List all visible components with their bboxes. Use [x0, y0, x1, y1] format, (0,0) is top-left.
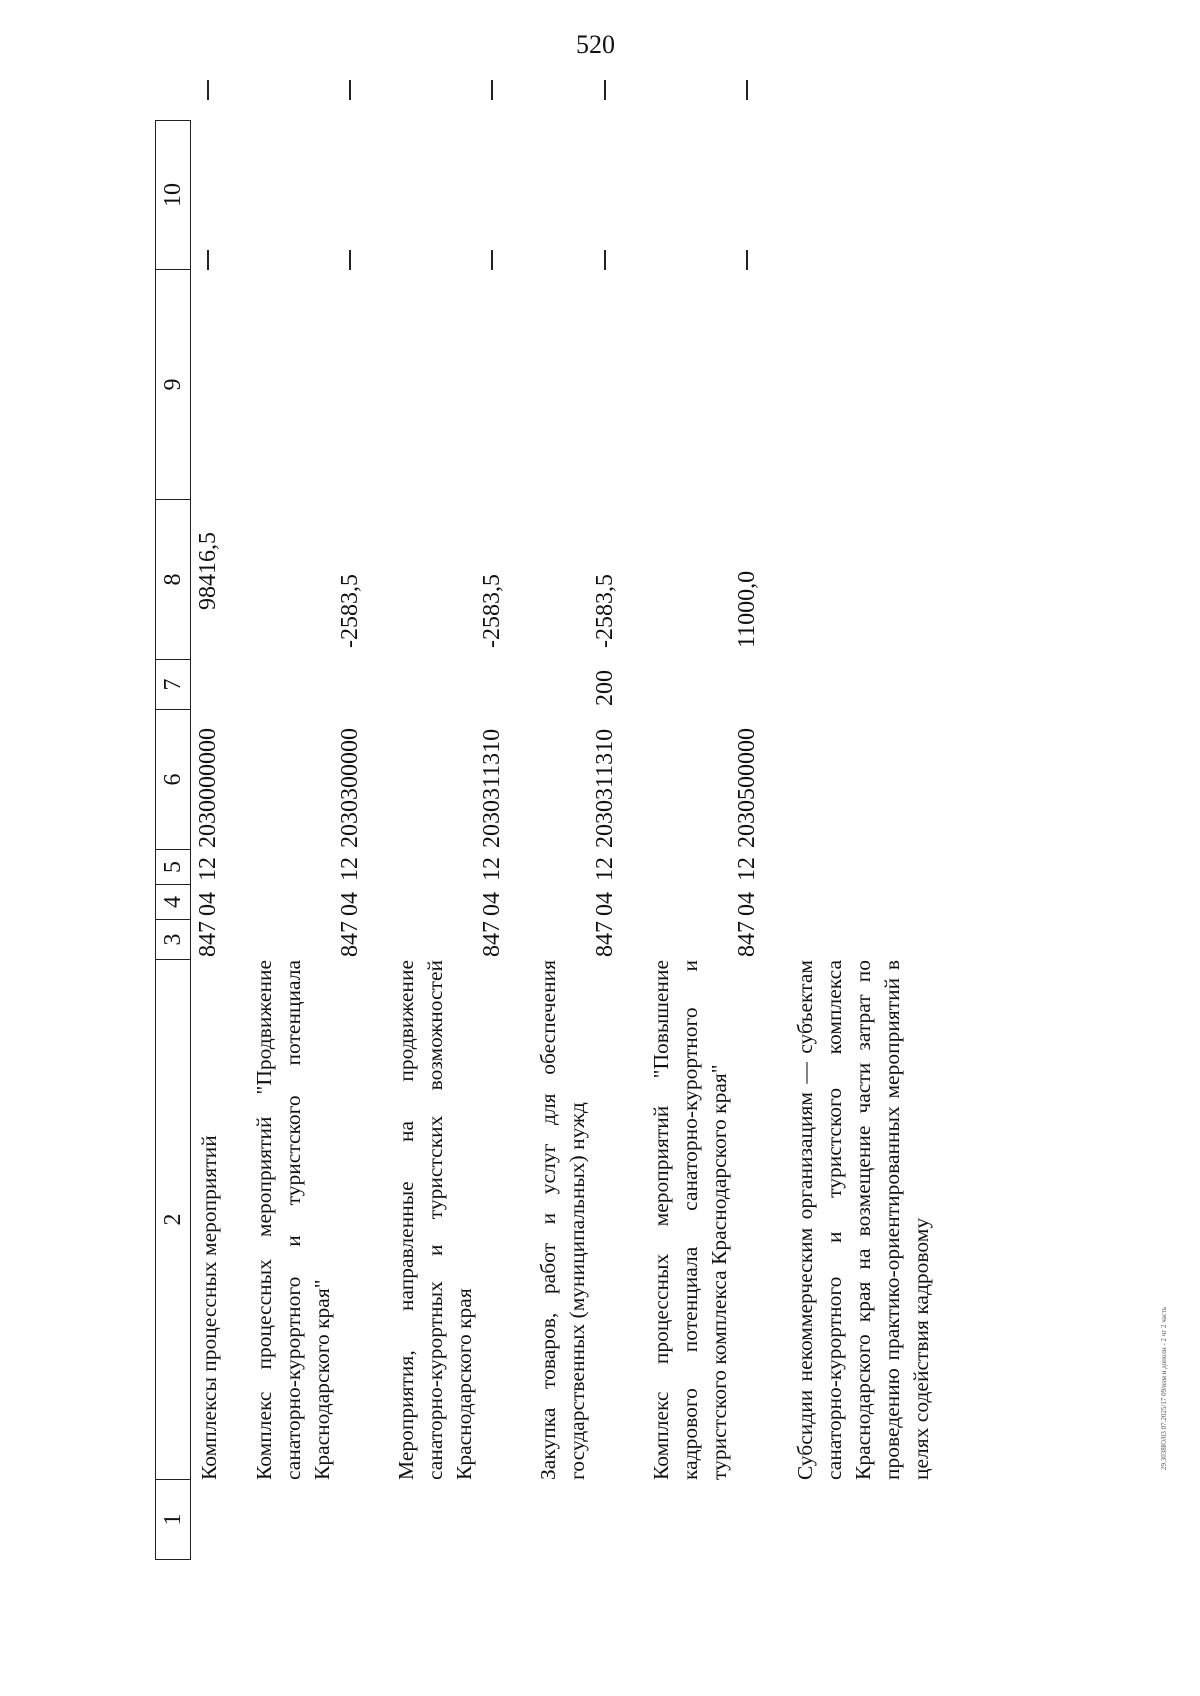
page-number: 520: [576, 30, 615, 59]
row-5-c4: 04: [734, 892, 760, 916]
row-1-name: Комплексы процессных мероприятий: [197, 1135, 221, 1480]
row-3-c8: -2583,5: [479, 574, 505, 648]
row-5-c10-dash: [746, 80, 748, 100]
row-6-name: Субсидии некоммерческим организациям — субъектам санаторно-курортного и туристского комплекса Краснодарского края на возмещение части затрат по проведению практико-ориентированных мероприятий в целях содействия кадровому: [793, 960, 933, 1480]
row-1-c4: 04: [195, 892, 221, 916]
footer-code: 29.3038Ю/03 07.2025/17 09/изм и дополн - 2 чт 2 часть: [1160, 1306, 1168, 1470]
row-3-c9-dash: [491, 250, 493, 270]
row-2-c6: 2030300000: [337, 728, 363, 848]
row-5-c8: 11000,0: [734, 570, 760, 648]
row-4-c10-dash: [604, 80, 606, 100]
row-3-c10-dash: [491, 80, 493, 100]
header-col-8: 8: [155, 500, 191, 660]
header-col-6: 6: [155, 710, 191, 850]
row-5-c6: 2030500000: [734, 728, 760, 848]
row-4-name: Закупка товаров, работ и услуг для обеспечения государственных (муниципальных) нужд: [536, 960, 589, 1480]
header-col-3: 3: [155, 920, 191, 960]
row-4-c6: 2030311310: [592, 728, 618, 848]
rotated-table: [155, 60, 1185, 1560]
row-5-c5: 12: [734, 857, 760, 881]
row-3-name: Мероприятия, направленные на продвижение санаторно-курортных и туристских возможностей Краснодарского края: [394, 960, 476, 1480]
row-3-c6: 2030311310: [479, 728, 505, 848]
row-4-c7: 200: [592, 670, 618, 706]
row-5-c9-dash: [746, 250, 748, 270]
row-2-name: Комплекс процессных мероприятий "Продвижение санаторно-курортного и туристского потенциала Краснодарского края": [252, 960, 334, 1480]
row-2-c5: 12: [337, 857, 363, 881]
row-1-c5: 12: [195, 857, 221, 881]
row-3-c4: 04: [479, 892, 505, 916]
row-3-c3: 847: [479, 921, 505, 957]
header-col-4: 4: [155, 885, 191, 920]
row-1-c9-dash: [207, 250, 209, 270]
row-2-c3: 847: [337, 921, 363, 957]
row-2-c10-dash: [349, 80, 351, 100]
header-col-5: 5: [155, 850, 191, 885]
row-4-c5: 12: [592, 857, 618, 881]
header-col-7: 7: [155, 660, 191, 710]
header-col-2: 2: [155, 960, 191, 1480]
row-5-c3: 847: [734, 921, 760, 957]
row-4-c3: 847: [592, 921, 618, 957]
row-4-c4: 04: [592, 892, 618, 916]
row-5-name: Комплекс процессных мероприятий "Повышение кадрового потенциала санаторно-курортного и туристского комплекса Краснодарского края": [649, 960, 731, 1480]
row-1-c3: 847: [195, 921, 221, 957]
row-4-c9-dash: [604, 250, 606, 270]
header-col-1: 1: [155, 1480, 191, 1560]
header-col-9: 9: [155, 270, 191, 500]
row-3-c5: 12: [479, 857, 505, 881]
row-4-c8: -2583,5: [592, 574, 618, 648]
row-1-c8: 98416,5: [195, 532, 221, 610]
row-1-c6: 2030000000: [195, 728, 221, 848]
row-2-c9-dash: [349, 250, 351, 270]
header-col-10: 10: [155, 120, 191, 270]
row-2-c8: -2583,5: [337, 574, 363, 648]
row-2-c4: 04: [337, 892, 363, 916]
row-1-c10-dash: [207, 80, 209, 100]
